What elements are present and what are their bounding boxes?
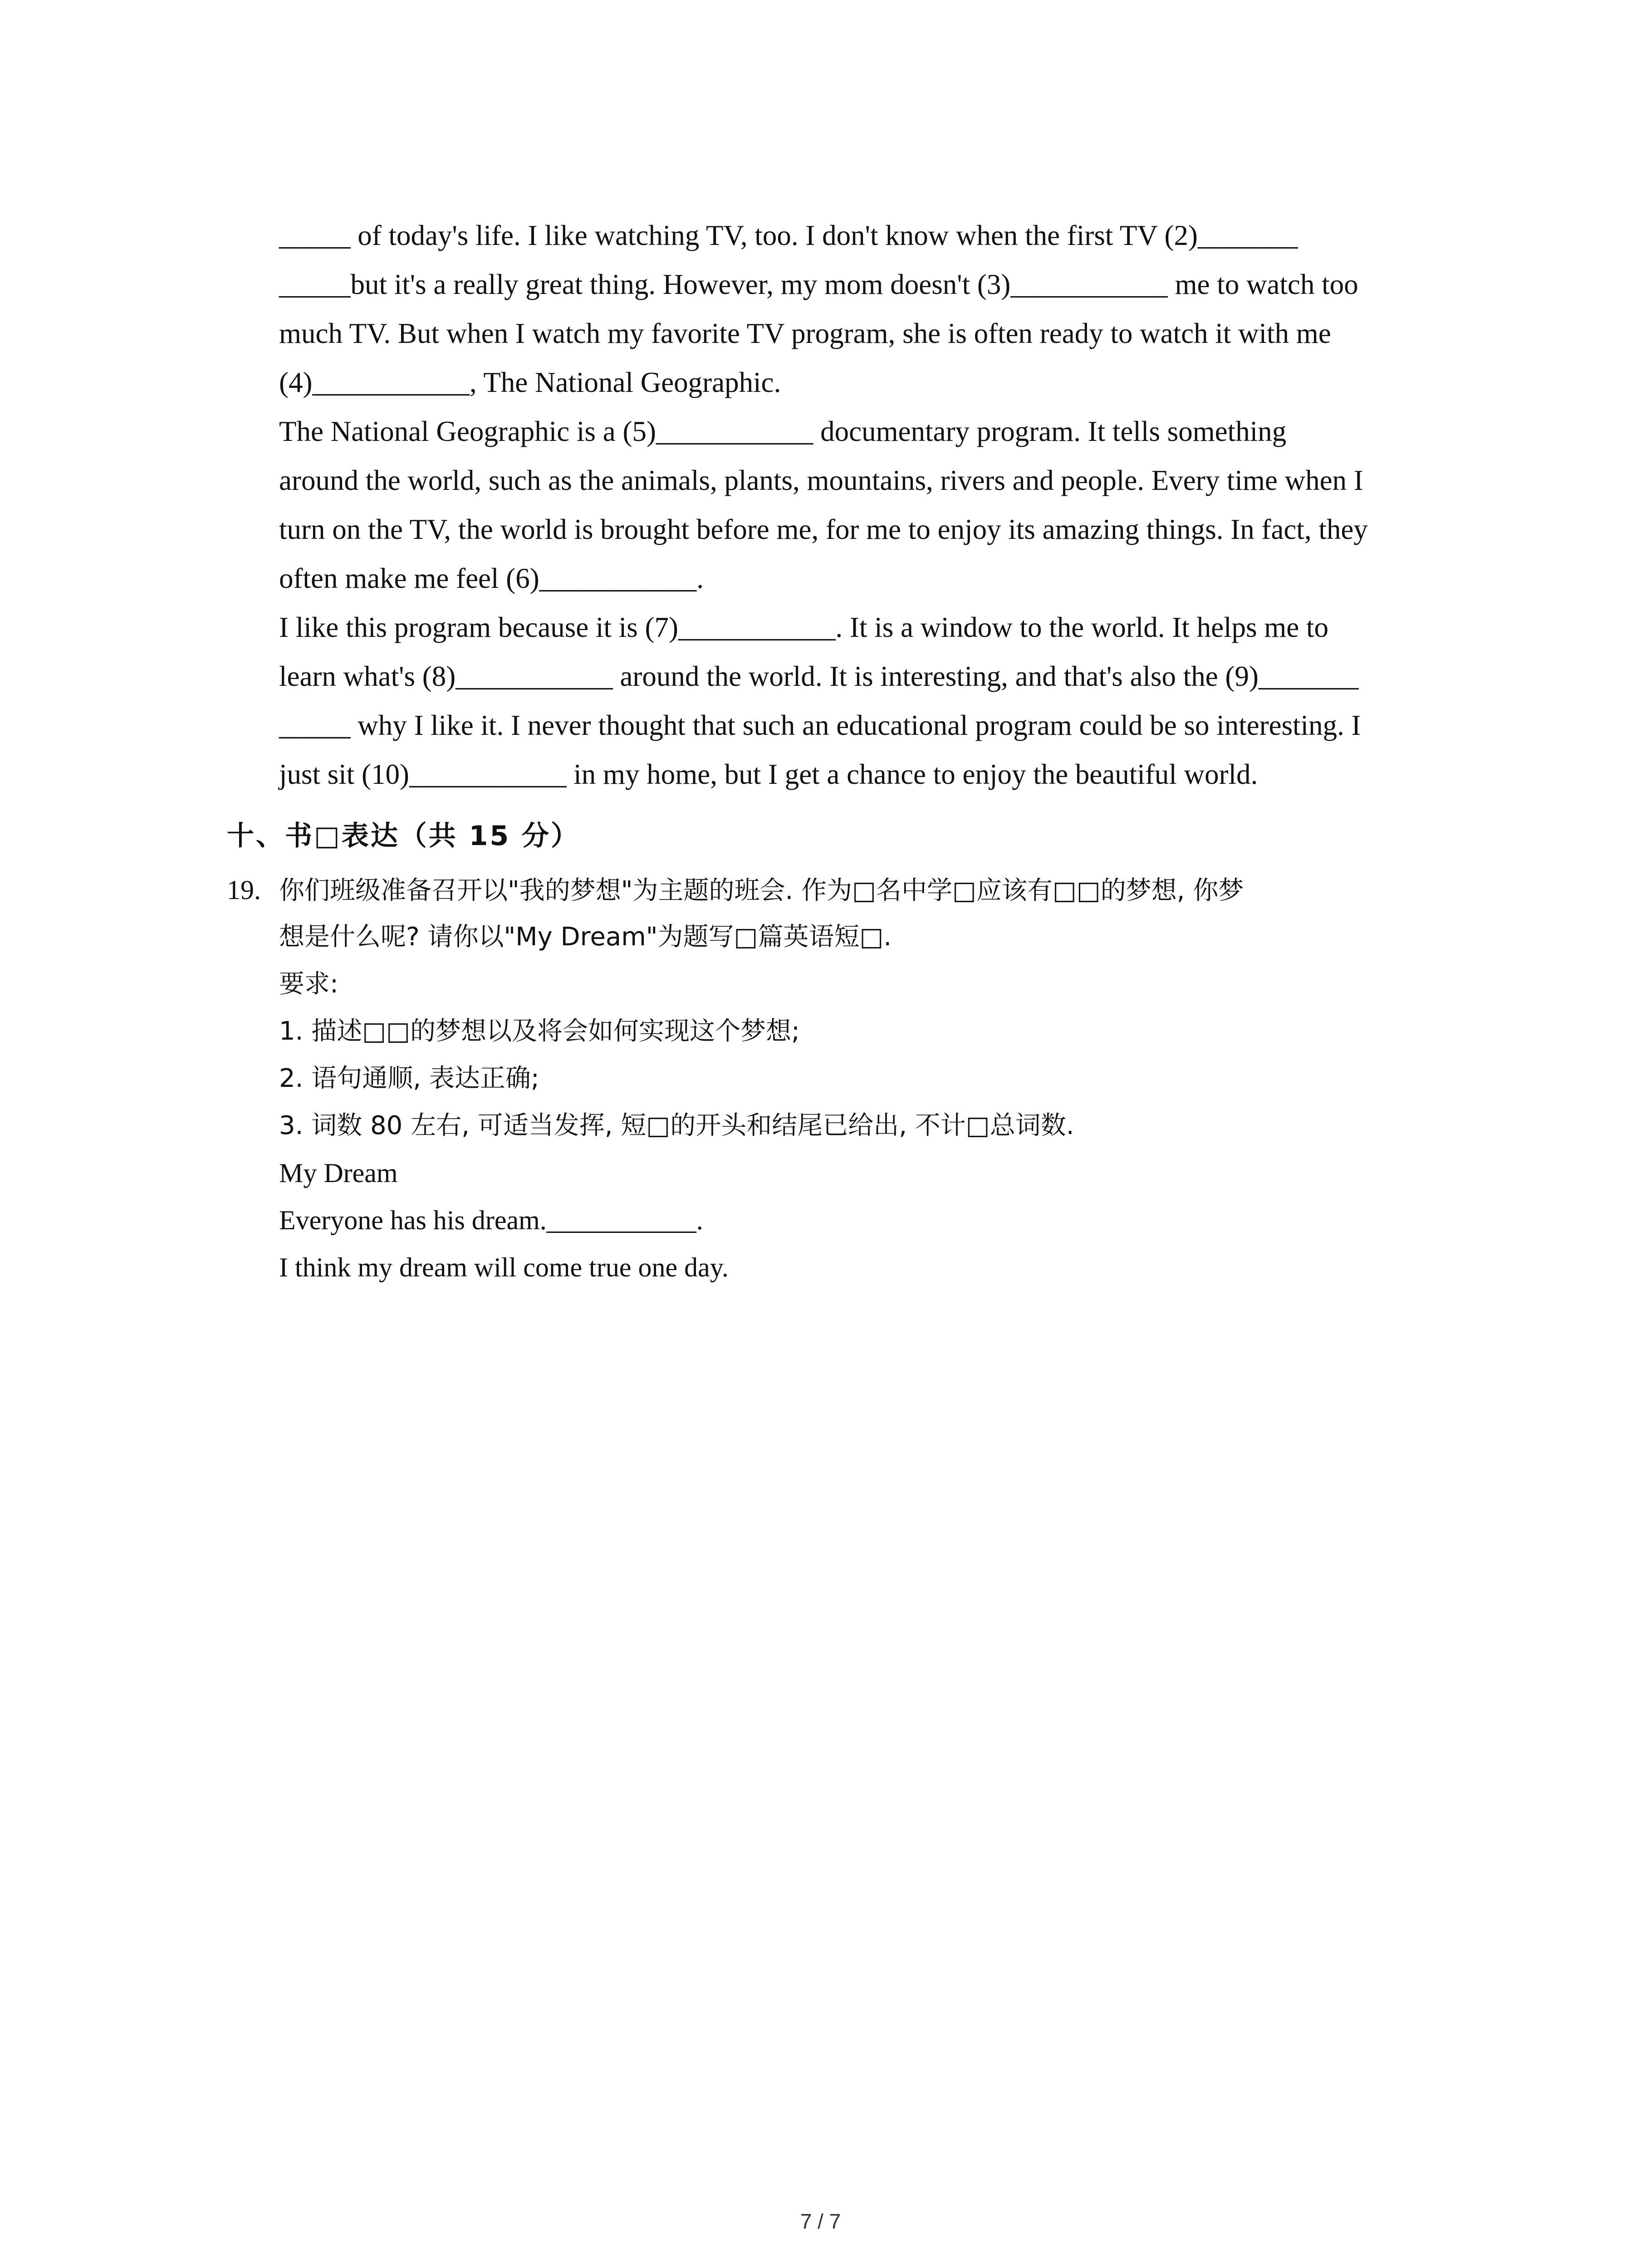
passage-line-8: often make me feel (6)___________. <box>279 562 704 594</box>
essay-start: Everyone has his dream.___________. <box>279 1205 703 1235</box>
passage-line-9: I like this program because it is (7)___________. It is a window to the world. It helps me to <box>279 611 1329 643</box>
section-title: 十、书□表达（共 15 分） <box>227 820 580 852</box>
essay-end: I think my dream will come true one day. <box>279 1252 729 1282</box>
question-prompt-text-1: 你们班级准备召开以"我的梦想"为主题的班会. 作为□名中学□应该有□□的梦想, 你梦 <box>279 876 1244 905</box>
question-number: 19. <box>227 875 261 905</box>
passage-line-10: learn what's (8)___________ around the world. It is interesting, and that's also the (9)_______ <box>279 660 1359 692</box>
passage-line-5: The National Geographic is a (5)___________ documentary program. It tells something <box>279 415 1287 447</box>
requirements-label: 要求: <box>279 969 338 999</box>
passage-line-2: _____but it's a really great thing. However, my mom doesn't (3)___________ me to watch too <box>279 269 1358 300</box>
requirement-2: 2. 语句通顺, 表达正确; <box>279 1064 539 1093</box>
requirement-1: 1. 描述□□的梦想以及将会如何实现这个梦想; <box>279 1017 800 1046</box>
page-number: 7 / 7 <box>800 2209 841 2233</box>
requirement-3: 3. 词数 80 左右, 可适当发挥, 短□的开头和结尾已给出, 不计□总词数. <box>279 1111 1074 1140</box>
passage-line-6: around the world, such as the animals, plants, mountains, rivers and people. Every time when I <box>279 464 1363 496</box>
question-prompt-line-1 <box>227 866 1452 914</box>
writing-question <box>227 866 1452 1291</box>
passage-line-4: (4)___________, The National Geographic. <box>279 367 781 398</box>
passage-line-7: turn on the TV, the world is brought before me, for me to enjoy its amazing things. In fact, they <box>279 513 1368 545</box>
passage-line-11: _____ why I like it. I never thought that such an educational program could be so interesting. I <box>279 709 1361 741</box>
reading-passage <box>279 211 1459 799</box>
passage-line-12: just sit (10)___________ in my home, but I get a chance to enjoy the beautiful world. <box>279 758 1258 790</box>
question-prompt-line-2: 想是什么呢? 请你以"My Dream"为题写□篇英语短□. <box>279 922 892 952</box>
passage-line-3: much TV. But when I watch my favorite TV program, she is often ready to watch it with me <box>279 318 1331 349</box>
passage-line-1: _____ of today's life. I like watching TV, too. I don't know when the first TV (2)_______ <box>279 220 1298 251</box>
essay-title: My Dream <box>279 1158 398 1188</box>
